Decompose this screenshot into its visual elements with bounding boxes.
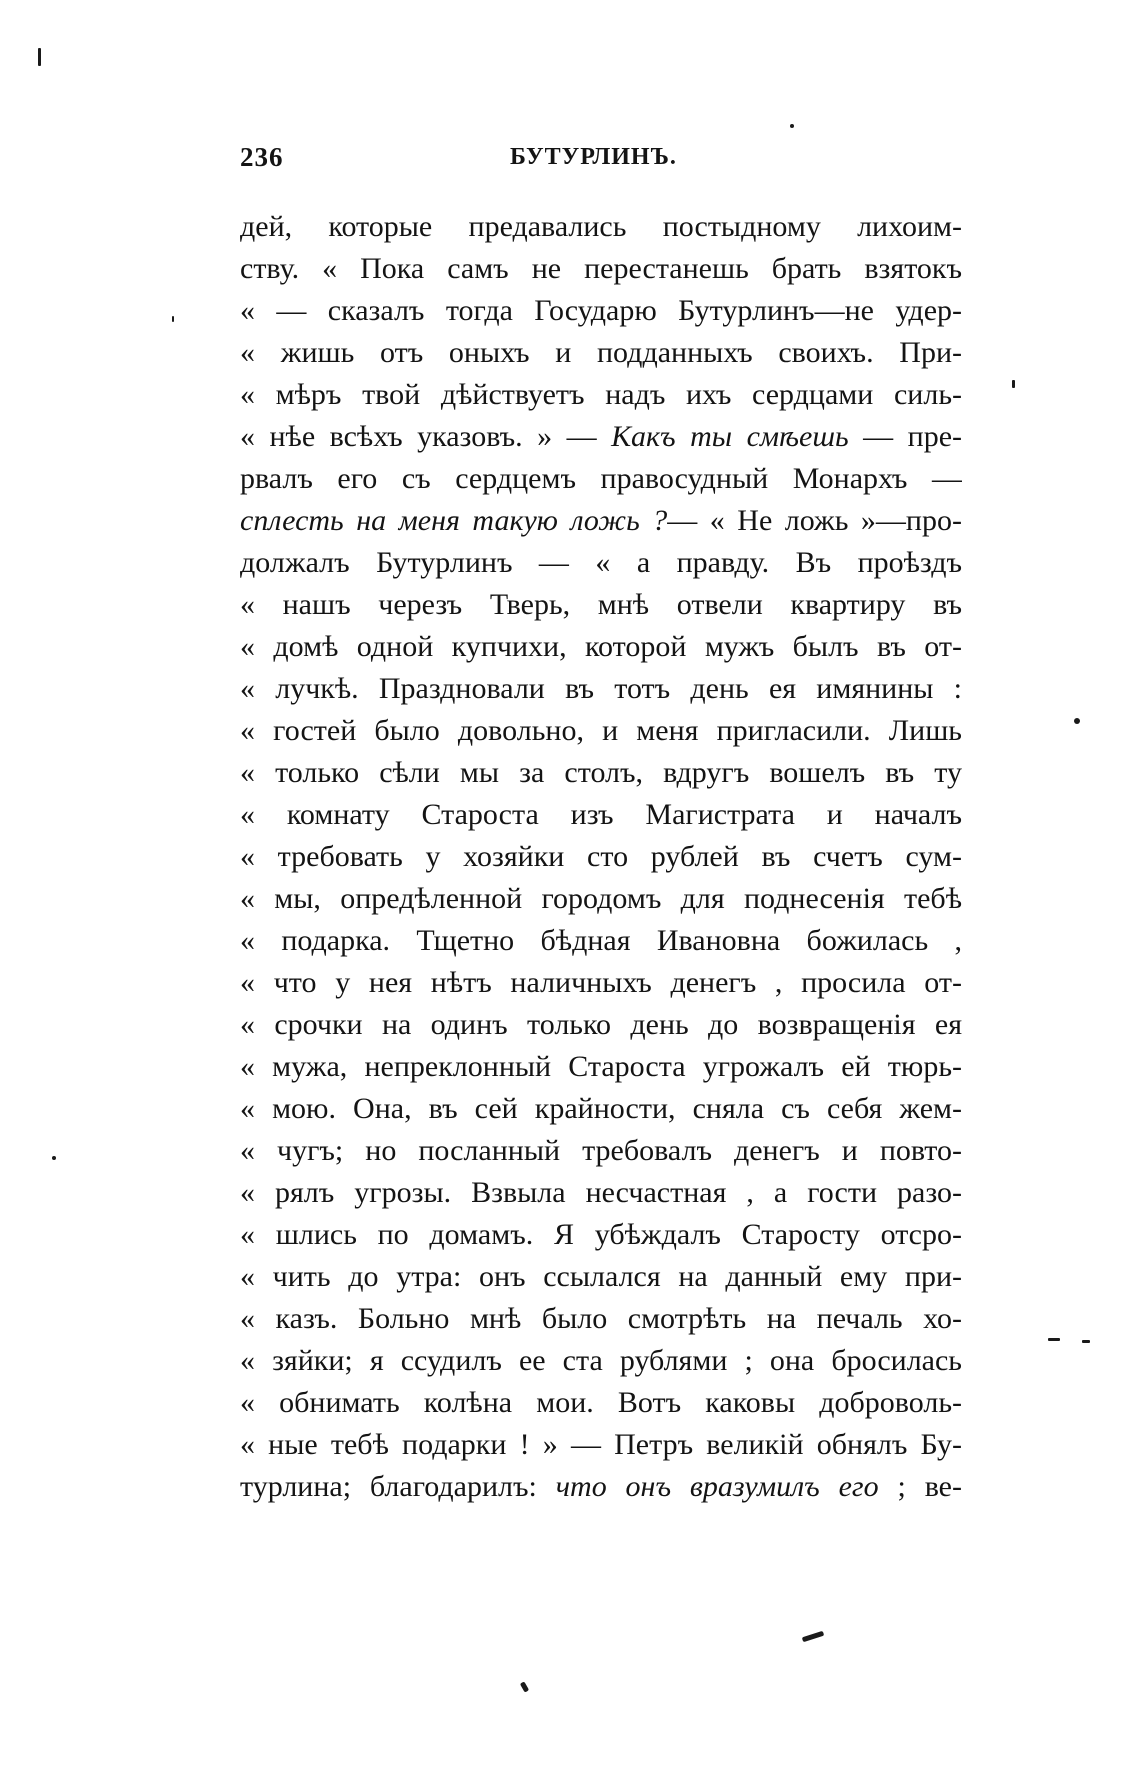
body-text [240,206,962,1508]
text-segment: « чугъ; но посланный требовалъ денегъ и повто- [240,1134,962,1167]
text-line [240,1172,962,1214]
scan-speck [520,1681,529,1692]
running-title: БУТУРЛИНЪ. [510,144,677,170]
text-segment: « что у нея нѣтъ наличныхъ денегъ , просила от- [240,966,962,999]
text-segment: « ные тебѣ подарки ! » — Петръ великій обнялъ Бу- [240,1428,962,1461]
text-line [240,1298,962,1340]
italic-text: сплесть на меня такую ложь ? [240,504,668,537]
text-segment: « только сѣли мы за столъ, вдругъ вошелъ въ ту [240,756,962,789]
text-segment: « — сказалъ тогда Государю Бутурлинъ—не удер- [240,294,962,327]
text-line [240,1256,962,1298]
text-line [240,1424,962,1466]
text-segment: « зяйки; я ссудилъ ее ста рублями ; она бросилась [240,1344,962,1377]
text-line [240,1340,962,1382]
text-line [240,374,962,416]
scan-speck [1074,718,1080,724]
text-segment: « подарка. Тщетно бѣдная Ивановна божилась , [240,924,962,957]
text-line [240,1004,962,1046]
text-line [240,878,962,920]
text-segment: « обнимать колѣна мои. Вотъ каковы доброволь- [240,1386,962,1419]
text-line [240,836,962,878]
text-line [240,962,962,1004]
text-segment: « мою. Она, въ сей крайности, сняла съ себя жем- [240,1092,962,1125]
text-segment: « нашъ черезъ Тверь, мнѣ отвели квартиру въ [240,588,962,621]
scan-speck [172,316,174,322]
scan-speck [1012,380,1015,388]
text-segment: « чить до утра: онъ ссылался на данный ему при- [240,1260,962,1293]
text-line [240,416,962,458]
text-line [240,542,962,584]
text-line [240,290,962,332]
text-segment: « мѣръ твой дѣйствуетъ надъ ихъ сердцами силь- [240,378,962,411]
text-line [240,794,962,836]
text-segment: « гостей было довольно, и меня пригласили. Лишь [240,714,962,747]
text-segment: « домѣ одной купчихи, которой мужъ былъ въ от- [240,630,962,663]
page-number: 236 [240,142,284,172]
text-line [240,248,962,290]
text-segment: ству. « Пока самъ не перестанешь брать взятокъ [240,252,962,285]
text-line [240,626,962,668]
scan-speck [52,1156,56,1160]
text-line [240,920,962,962]
text-line [240,458,962,500]
text-segment: « требовать у хозяйки сто рублей въ счетъ сум- [240,840,962,873]
text-segment: рвалъ его съ сердцемъ правосудный Монархъ — [240,462,962,495]
text-segment: ; ве- [878,1470,962,1503]
text-segment: — « Не ложь »—про- [667,504,962,537]
text-line [240,1214,962,1256]
text-line [240,1382,962,1424]
text-segment: — пре- [848,420,962,453]
scan-speck [1082,1340,1090,1343]
text-segment: « мы, опредѣленной городомъ для поднесенія тебѣ [240,882,962,915]
text-line [240,752,962,794]
text-line [240,710,962,752]
scan-speck [38,48,41,66]
text-segment: « шлись по домамъ. Я убѣждалъ Старосту отсро- [240,1218,962,1251]
text-line [240,1088,962,1130]
scan-speck [790,124,794,128]
text-segment: « комнату Староста изъ Магистрата и началъ [240,798,962,831]
scan-speck [802,1631,824,1643]
text-segment: « срочки на одинъ только день до возвращенія ея [240,1008,962,1041]
text-segment: « рялъ угрозы. Взвыла несчастная , а гости разо- [240,1176,962,1209]
text-line [240,1130,962,1172]
text-line [240,1046,962,1088]
text-segment: « мужа, непреклонный Староста угрожалъ ей тюрь- [240,1050,962,1083]
text-line [240,206,962,248]
text-segment: должалъ Бутурлинъ — « а правду. Въ проѣздъ [240,546,962,579]
text-segment: « лучкѣ. Праздновали въ тотъ день ея имянины : [240,672,962,705]
text-segment: « жишь отъ оныхъ и подданныхъ своихъ. При- [240,336,962,369]
text-line [240,584,962,626]
italic-text: Какъ ты смѣешь [611,420,849,453]
text-segment: дей, которые предавались постыдному лихоим- [240,210,962,243]
italic-text: что онъ вразумилъ его [555,1470,879,1503]
page-header [240,142,960,182]
text-line [240,1466,962,1508]
scan-speck [1048,1338,1060,1341]
text-segment: турлина; благодарилъ: [240,1470,556,1503]
text-segment: « казъ. Больно мнѣ было смотрѣть на печаль хо- [240,1302,962,1335]
text-line [240,500,962,542]
text-line [240,668,962,710]
text-segment: « нѣе всѣхъ указовъ. » — [240,420,612,453]
text-line [240,332,962,374]
